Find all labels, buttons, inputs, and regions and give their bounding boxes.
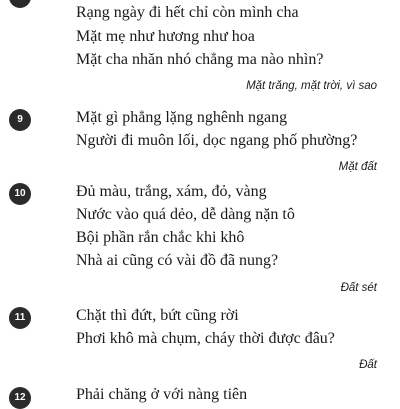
riddle-line: Nước vào quá dẻo, dễ dàng nặn tô (76, 206, 295, 223)
riddle-line: Bội phần rắn chắc khi khô (76, 229, 245, 246)
riddle-line: Phơi khô mà chụm, cháy thời được đâu? (76, 330, 335, 347)
riddle-line: Nhà ai cũng có vài đồ đã nung? (76, 252, 279, 269)
riddle-line: Phải chăng ở với nàng tiên (76, 386, 248, 403)
riddle-answer: Mặt trăng, mặt trời, vì sao (246, 80, 377, 92)
riddle-line: Rạng ngày đi hết chỉ còn mình cha (76, 4, 299, 21)
riddle-line: Mặt mẹ như hương như hoa (76, 28, 255, 45)
riddle-number-badge (9, 0, 31, 8)
riddle-number-badge: 12 (9, 387, 31, 409)
riddle-number-badge: 10 (9, 183, 31, 205)
riddle-answer: Đất (359, 359, 377, 371)
riddle-number-badge: 9 (9, 109, 31, 131)
riddle-line: Chặt thì đứt, bứt cũng rời (76, 307, 239, 324)
riddle-answer: Đất sét (340, 282, 377, 294)
riddle-number-badge: 11 (9, 307, 31, 329)
riddle-line: Đủ màu, trắng, xám, đỏ, vàng (76, 183, 267, 200)
riddle-line: Người đi muôn lối, dọc ngang phố phường? (76, 132, 358, 149)
riddle-line: Mặt cha nhăn nhó chẳng ma nào nhìn? (76, 51, 324, 68)
riddle-answer: Mặt đất (338, 161, 377, 173)
riddle-line: Mặt gì phẳng lặng nghênh ngang (76, 109, 288, 126)
